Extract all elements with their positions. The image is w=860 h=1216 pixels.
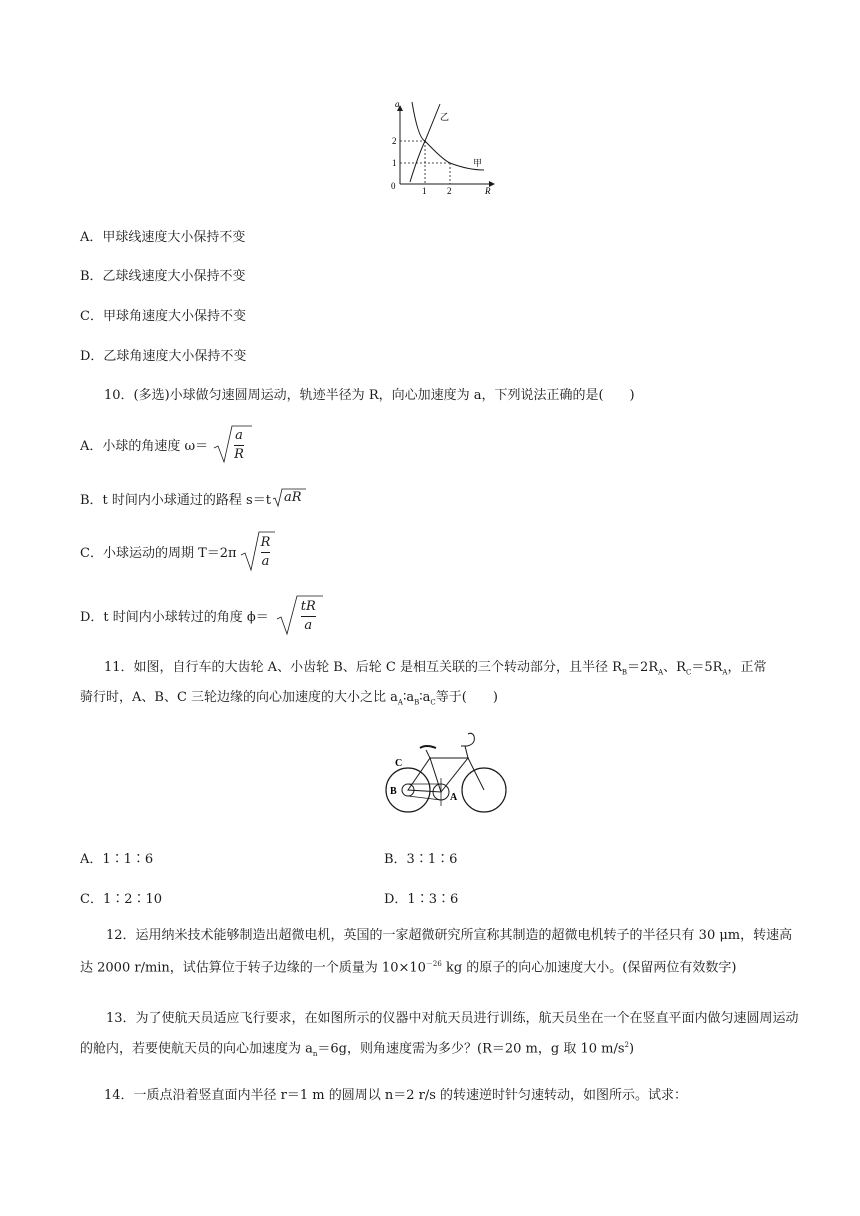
q10-option-b-prefix: B．t 时间内小球通过的路程 s＝t <box>80 492 271 508</box>
q10-option-d-radical <box>275 594 323 636</box>
q11-stem-line2: 骑行时，A、B、C 三轮边缘的向心加速度的大小之比 $a_A∶a_B∶a_C$等于( ) <box>80 690 498 707</box>
q9-option-b: B．乙球线速度大小保持不变 <box>80 269 246 284</box>
q10-d-denominator: a <box>304 618 313 633</box>
bike-label-a: A <box>450 792 458 803</box>
graph-y-label: a <box>395 99 400 109</box>
q9-option-d: D．乙球角速度大小保持不变 <box>80 349 247 364</box>
q9-option-a: A．甲球线速度大小保持不变 <box>80 230 246 245</box>
q9-option-c: C．甲球角速度大小保持不变 <box>80 309 246 324</box>
q11-stem-line1: 11．如图，自行车的大齿轮 A、小齿轮 B、后轮 C 是相互关联的三个转动部分，且半径 $R_B=2R_A$、$R_C=5R_A$，正常 <box>104 660 767 677</box>
q12-text: 12．运用纳米技术能够制造出超微电机，英国的一家超微研究所宣称其制造的超微电机转子的半径只有 30 μm，转速高达 2000 r/min，试估算位于转子边缘的一个质量为 $10\times 10^{-26}$ kg 的原子的向心加速度大小。(保留两位有效数字) <box>80 928 793 976</box>
graph-x-label: R <box>485 186 491 196</box>
curve-label-yi: 乙 <box>440 113 450 123</box>
q10-c-denominator: a <box>261 554 270 569</box>
bike-label-c: C <box>395 758 403 769</box>
q10-a-denominator: R <box>234 447 244 462</box>
q10-option-d-prefix: D．t 时间内小球转过的角度 ϕ＝ <box>80 609 269 625</box>
q11-option-d: D．1∶3∶6 <box>384 892 459 907</box>
q10-option-c-prefix: C．小球运动的周期 T＝2π <box>80 545 237 561</box>
graph-origin: 0 <box>391 181 396 191</box>
q10-b-radicand: aR <box>283 490 302 505</box>
q10-c-numerator: R <box>261 534 271 553</box>
q10-a-numerator: a <box>234 427 244 446</box>
q10-option-a-prefix: A．小球的角速度 ω＝ <box>80 438 209 454</box>
q10-option-a <box>80 424 252 464</box>
q10-option-b <box>80 488 306 508</box>
q10-stem: 10．(多选)小球做匀速圆周运动，轨迹半径为 R，向心加速度为 a，下列说法正确的是( ) <box>104 388 635 403</box>
graph-y-tick-2: 2 <box>392 136 397 146</box>
curve-label-jia: 甲 <box>473 159 483 169</box>
bike-label-b: B <box>390 786 397 797</box>
q10-option-c-radical <box>239 530 275 572</box>
bicycle-figure <box>384 730 508 838</box>
graph-y-tick-1: 1 <box>392 158 397 168</box>
q11-option-a: A．1∶1∶6 <box>80 852 154 867</box>
q10-option-b-radical <box>272 488 306 508</box>
q13-text: 13．为了使航天员适应飞行要求，在如图所示的仪器中对航天员进行训练，航天员坐在一个在竖直平面内做匀速圆周运动的舱内，若要使航天员的向心加速度为 $a_n=6g$，则角速度需为多少？(R＝20 m，g 取 10 $m/s^2$) <box>80 1011 799 1058</box>
q10-option-d <box>80 594 323 636</box>
graph-x-tick-1: 1 <box>422 186 427 196</box>
graph-x-tick-2: 2 <box>447 186 452 196</box>
q14-text: 14．一质点沿着竖直面内半径 r＝1 m 的圆周以 n＝2 r/s 的转速逆时针匀速转动，如图所示。试求： <box>104 1088 688 1103</box>
q11-option-b: B．3∶1∶6 <box>384 852 458 867</box>
q10-option-a-radical <box>212 424 252 464</box>
q11-option-c: C．1∶2∶10 <box>80 892 163 907</box>
q10-d-numerator: tR <box>301 598 316 617</box>
acceleration-radius-graph <box>388 98 500 198</box>
q10-option-c <box>80 530 275 572</box>
